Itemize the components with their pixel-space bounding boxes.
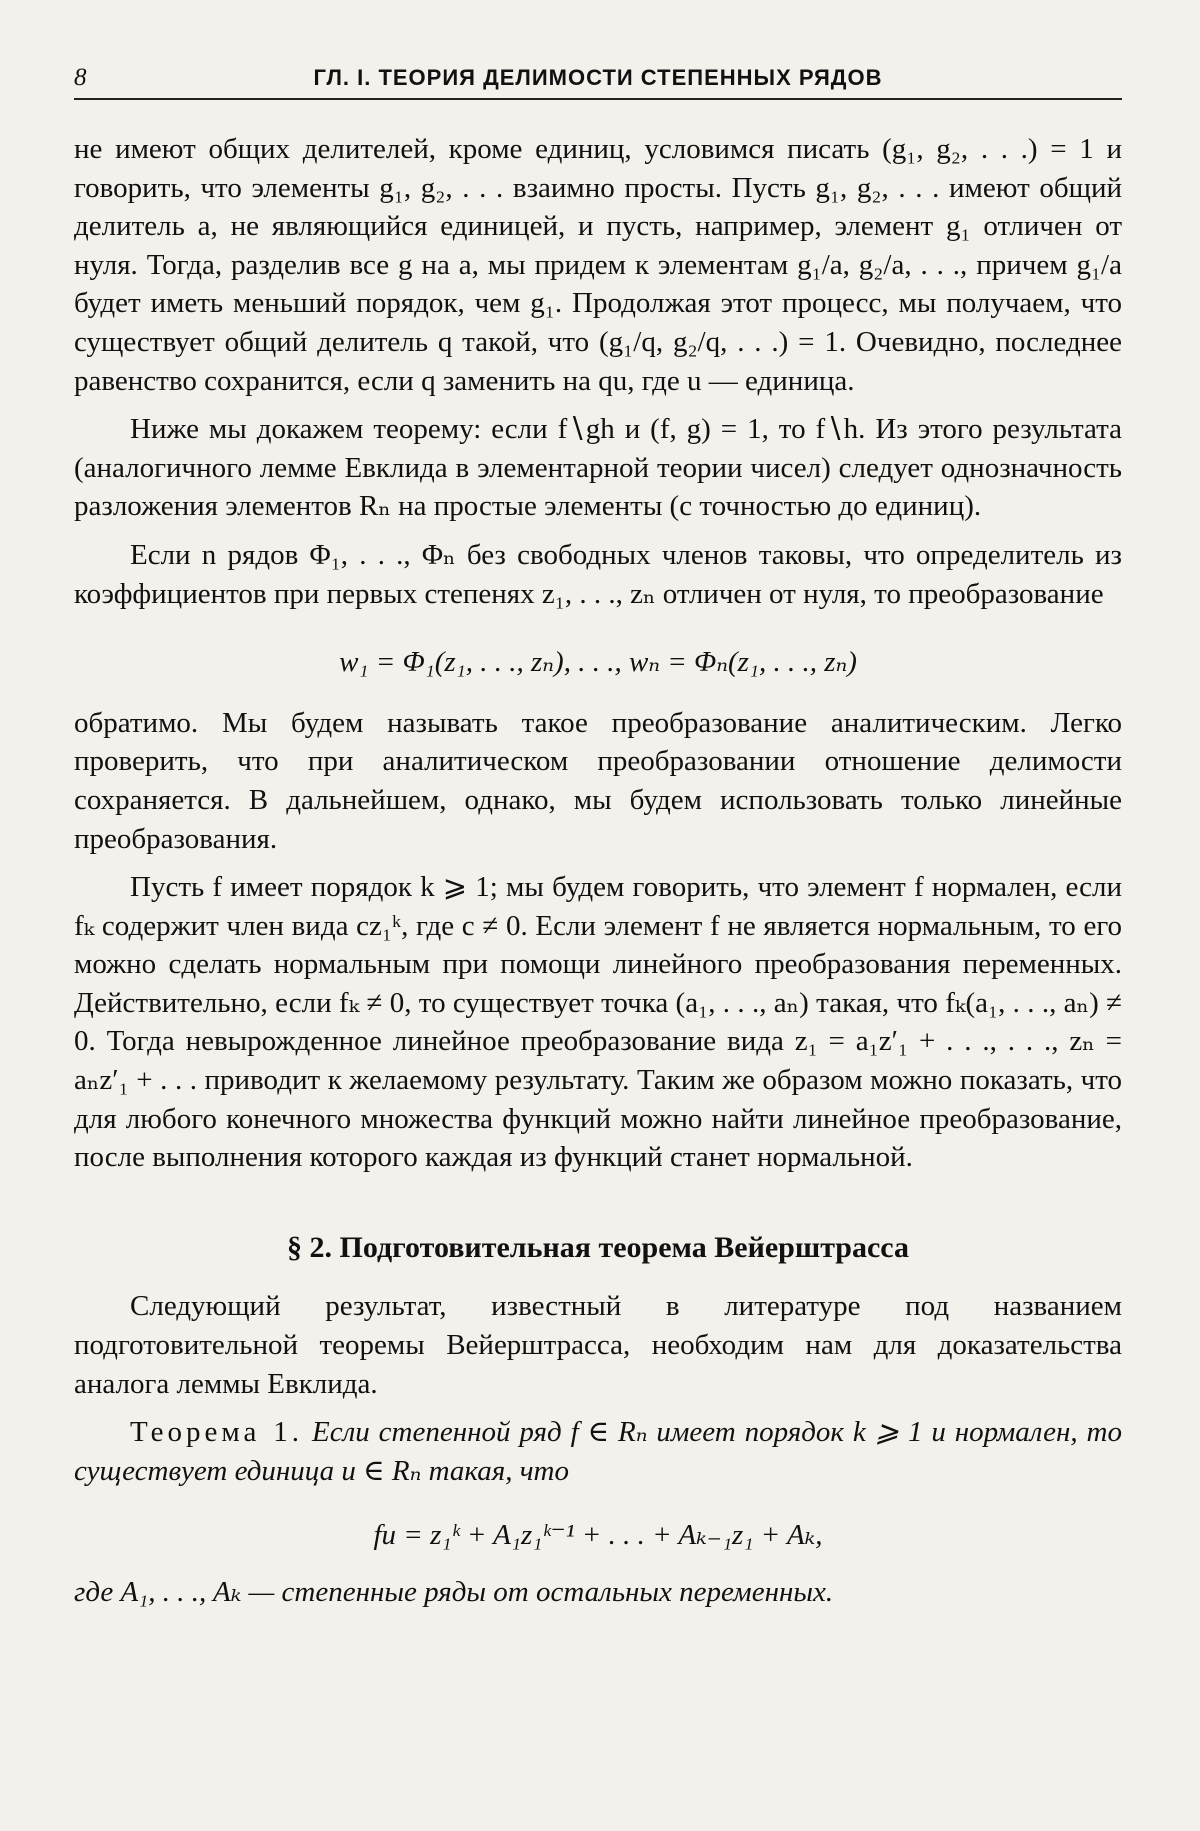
theorem-1 [74,1413,1122,1490]
paragraph-4: обратимо. Мы будем называть такое преобразование аналитическим. Легко проверить, что при аналитическом преобразовании отношение делимости сохраняется. В дальнейшем, однако, мы будем использовать только линейные преобразования. [74,706,1122,855]
page-number: 8 [74,64,88,91]
paragraph-3: Если n рядов Φ₁, . . ., Φₙ без свободных членов таковы, что определитель из коэффициентов при первых степенях z₁, . . ., zₙ отличен от нуля, то преобразование [74,538,1122,610]
running-header [74,64,1122,100]
paragraph-1: не имеют общих делителей, кроме единиц, условимся писать (g₁, g₂, . . .) = 1 и говорить, что элементы g₁, g₂, . . . взаимно просты. Пусть g₁, g₂, . . . имеют общий делитель a, не являющийся единицей, и пусть, например, элемент g₁ отличен от нуля. Тогда, разделив все g на a, мы придем к элементам g₁/a, g₂/a, . . ., причем g₁/a будет иметь меньший порядок, чем g₁. Продолжая этот процесс, мы получаем, что существует общий делитель q такой, что (g₁/q, g₂/q, . . .) = 1. Очевидно, последнее равенство сохранится, если q заменить на qu, где u — единица. [74,133,1122,397]
formula-weierstrass: fu = z₁ᵏ + A₁z₁ᵏ⁻¹ + . . . + Aₖ₋₁z₁ + Aₖ, [373,1519,823,1552]
theorem-remark [74,1573,1122,1612]
running-title: ГЛ. I. ТЕОРИЯ ДЕЛИМОСТИ СТЕПЕННЫХ РЯДОВ [313,65,883,90]
theorem-label: Теорема 1. [130,1416,304,1449]
section-heading: § 2. Подготовительная теорема Вейерштрасса [287,1230,909,1264]
book-page [74,64,1122,1612]
formula-transformation: w₁ = Φ₁(z₁, . . ., zₙ), . . ., wₙ = Φₙ(z₁, . . ., zₙ) [339,646,857,679]
page-body [74,130,1122,1612]
theorem-statement: Если степенной ряд f ∈ Rₙ имеет порядок k ⩾ 1 и нормален, то существует единица u ∈ Rₙ такая, что [74,1416,1122,1487]
theorem-remark-text: где A₁, . . ., Aₖ — степенные ряды от остальных переменных. [74,1576,834,1608]
paragraph-6: Следующий результат, известный в литературе под названием подготовительной теоремы Вейерштрасса, необходим нам для доказательства аналога леммы Евклида. [74,1290,1122,1400]
paragraph-5: Пусть f имеет порядок k ⩾ 1; мы будем говорить, что элемент f нормален, если fₖ содержит член вида cz₁ᵏ, где c ≠ 0. Если элемент f не является нормальным, то его можно сделать нормальным при помощи линейного преобразования переменных. Действительно, если fₖ ≠ 0, то существует точка (a₁, . . ., aₙ) такая, что fₖ(a₁, . . ., aₙ) ≠ 0. Тогда невырожденное линейное преобразование вида z₁ = a₁z′₁ + . . ., . . ., zₙ = aₙz′₁ + . . . приводит к желаемому результату. Таким же образом можно показать, что для любого конечного множества функций можно найти линейное преобразование, после выполнения которого каждая из функций станет нормальной. [74,871,1122,1174]
paragraph-2: Ниже мы докажем теорему: если f∖gh и (f, g) = 1, то f∖h. Из этого результата (аналогичного лемме Евклида в элементарной теории чисел) следует однозначность разложения элементов Rₙ на простые элементы (с точностью до единиц). [74,413,1122,523]
